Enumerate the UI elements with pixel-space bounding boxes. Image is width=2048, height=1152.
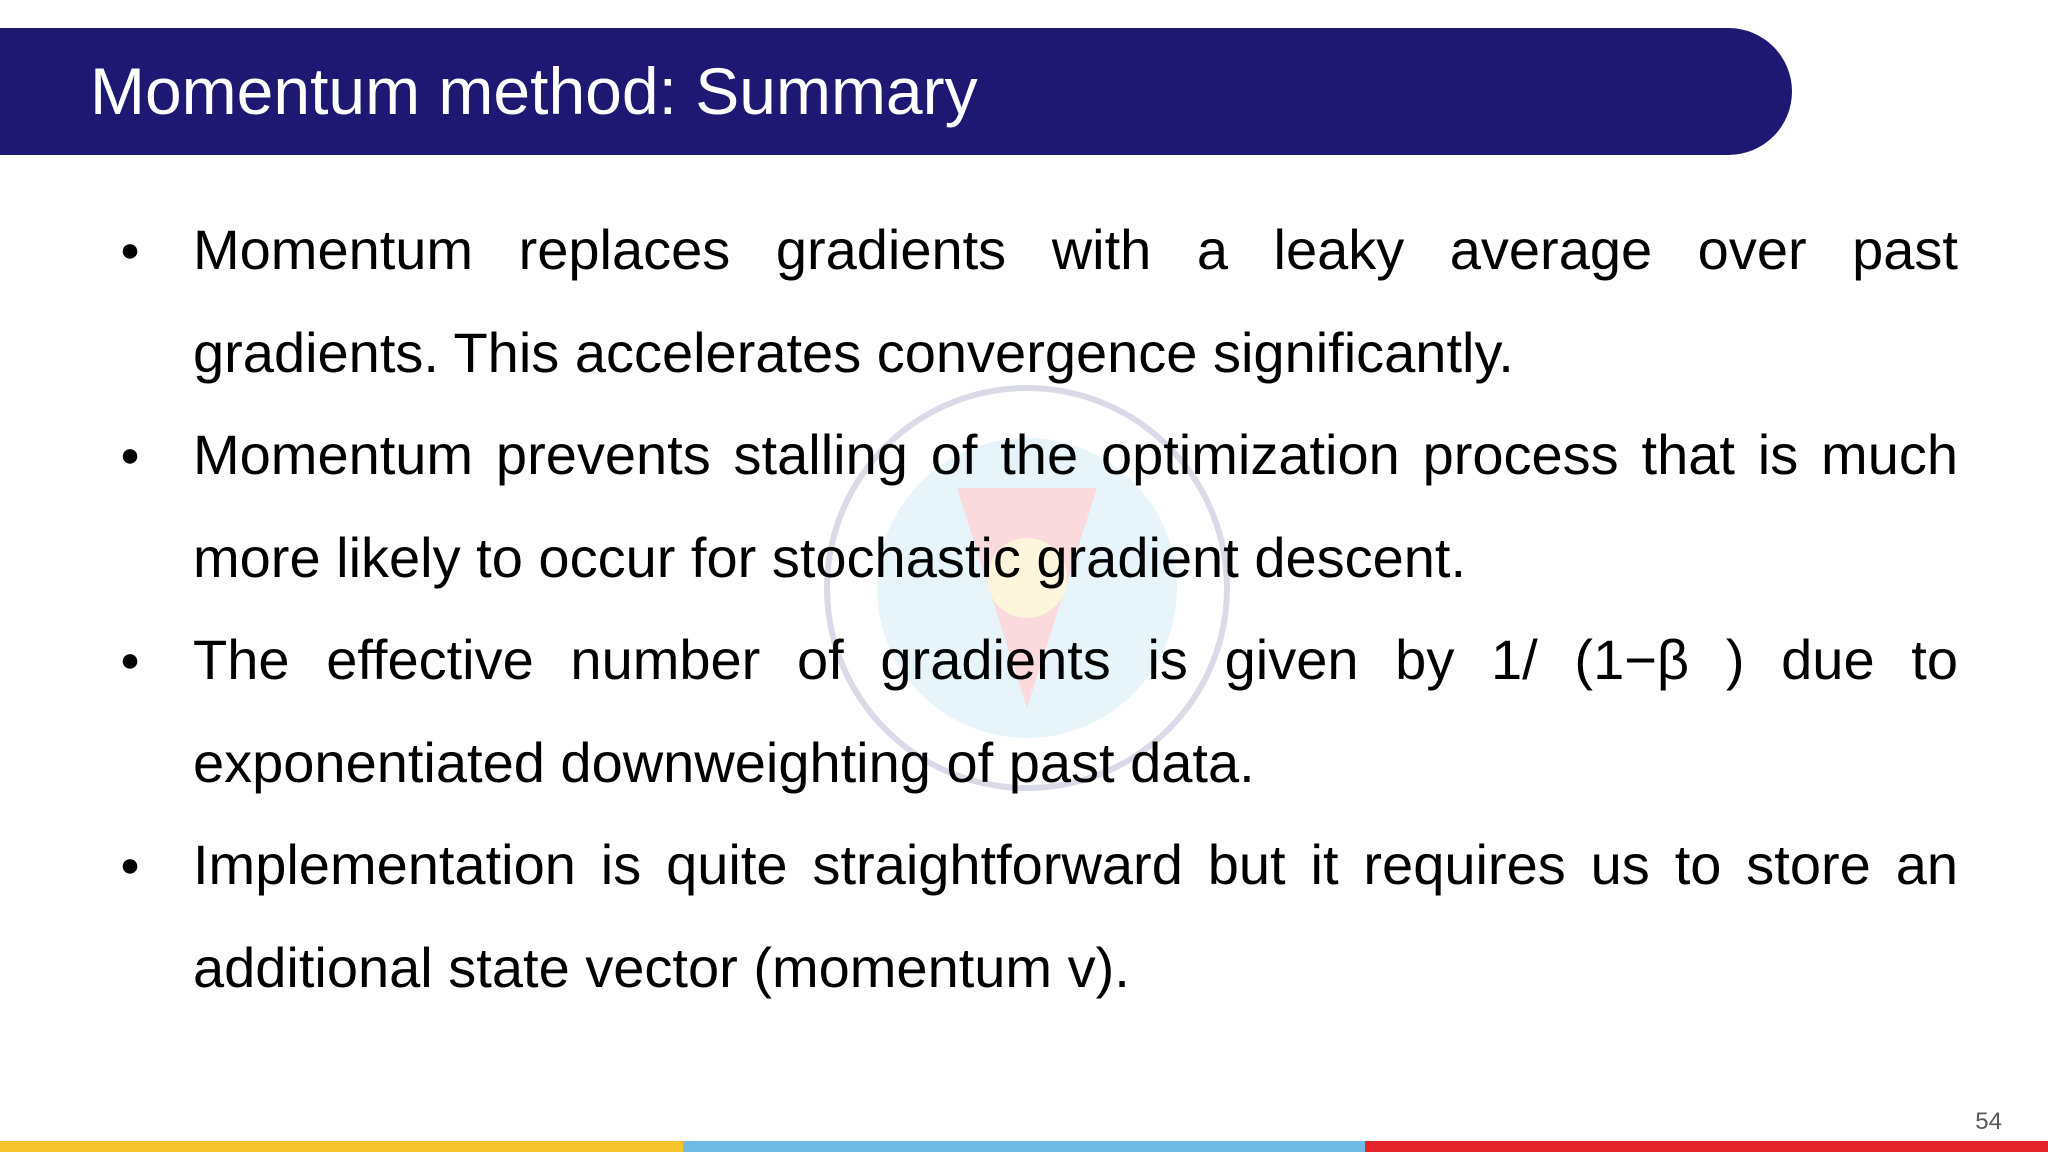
footer-segment-yellow [0,1141,683,1152]
footer-segment-red [1365,1141,2048,1152]
bullet-item [110,404,1958,609]
bullet-list [110,199,1958,1019]
bullet-item [110,814,1958,1019]
bullet-text: Momentum prevents stalling of the optimization process that is much more likely to occur for stochastic gradient descent. [193,423,1958,589]
bullet-text: Implementation is quite straightforward but it requires us to store an additional state vector (momentum v). [193,833,1958,999]
bullet-text: Momentum replaces gradients with a leaky average over past gradients. This accelerates convergence significantly. [193,218,1958,384]
page-number: 54 [1975,1108,2002,1135]
bullet-dot: ● [119,436,141,474]
footer-segment-blue [683,1141,1366,1152]
bullet-text: The effective number of gradients is given by 1/ (1−β ) due to exponentiated downweighting of past data. [193,628,1959,794]
title-banner [0,28,1792,155]
slide-title: Momentum method: Summary [90,54,978,128]
footer-color-bar [0,1141,2048,1152]
bullet-dot: ● [119,231,141,269]
bullet-dot: ● [119,846,141,884]
bullet-item [110,609,1958,814]
bullet-dot: ● [119,641,141,679]
bullet-item [110,199,1958,404]
